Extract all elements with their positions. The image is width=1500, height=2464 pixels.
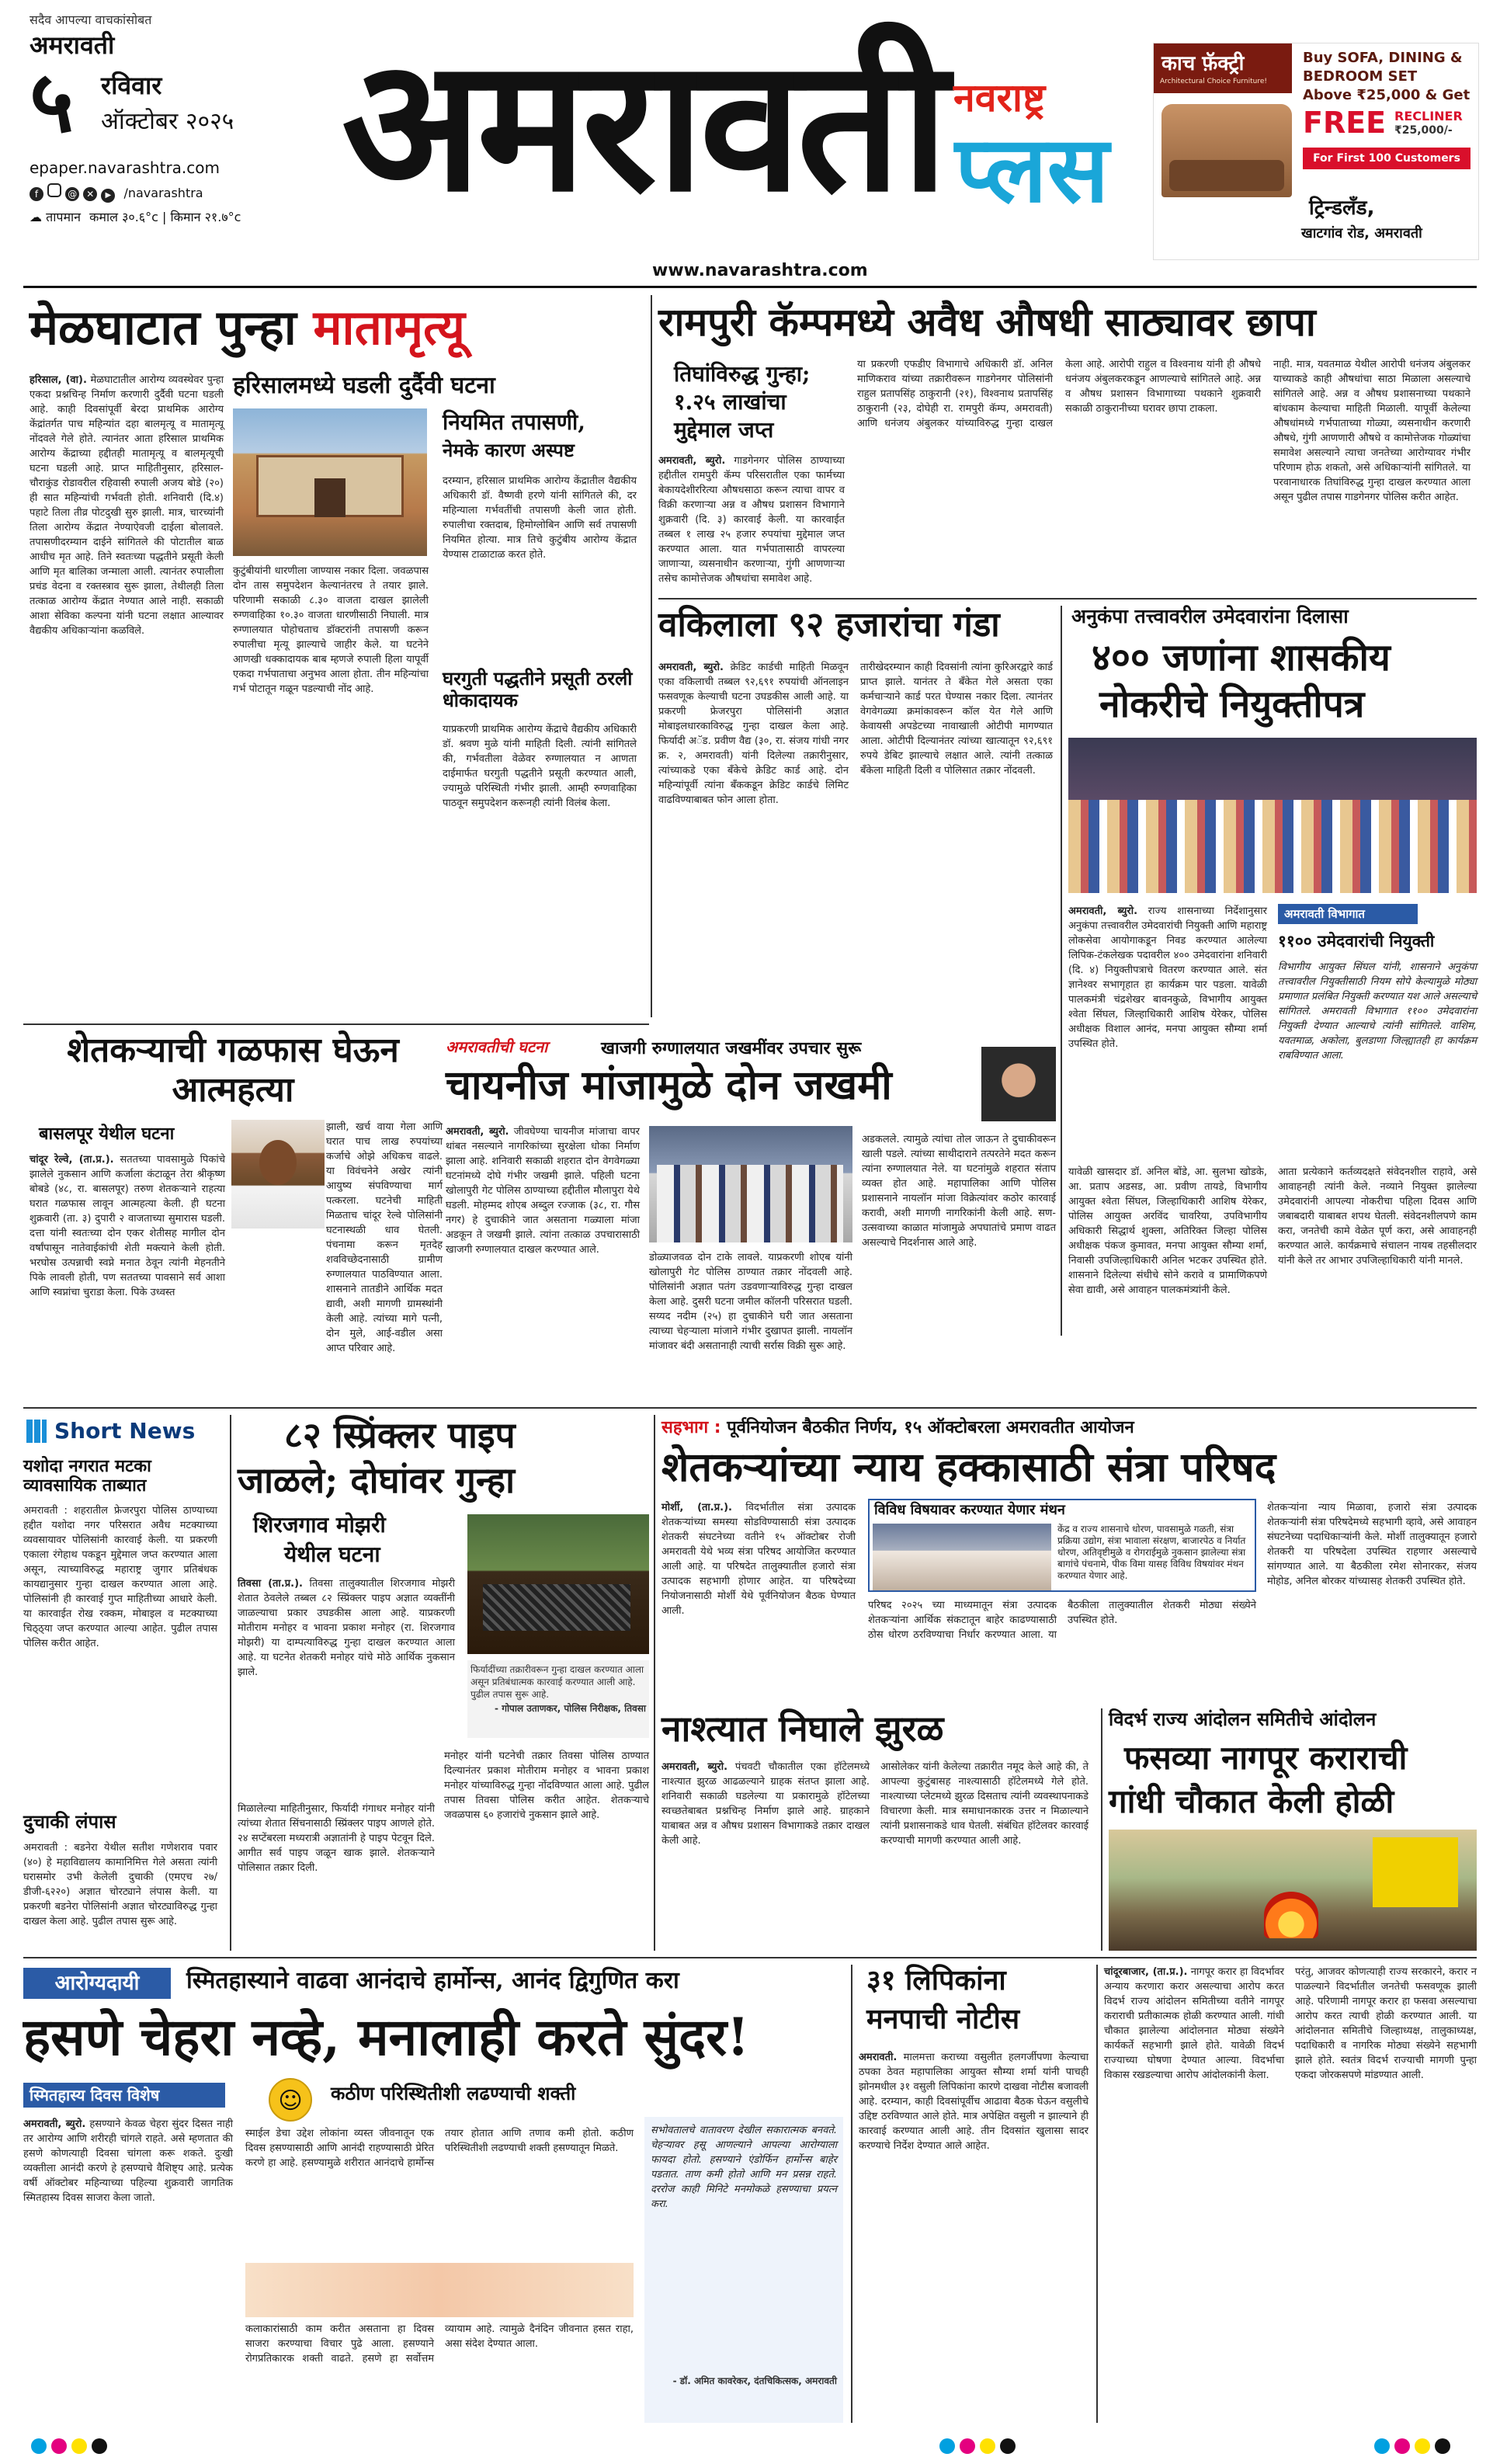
short-news-h1: यशोदा नगरात मटका व्यावसायिक ताब्यात (23, 1456, 151, 1496)
anukampa-box-head: ११०० उमेदवारांची नियुक्ती (1278, 931, 1435, 950)
melghat-body4: याप्रकरणी प्राथमिक आरोग्य केंद्राचे वैद्यकीय अधिकारी डॉ. श्रवण मुळे यांनी माहिती दिली. त्यांनी सांगितले की, गर्भवतीला वेळेवर रुग्णालयात न आणता दाईमार्फत घरगुती पद्धतीने प्रसूती करण्यात आली, ज्यामुळे परिस्थिती गंभीर झाली. आम्ही रुग्णवाहिका पाठवून समुपदेशन करूनही त्यांनी विलंब केला. (443, 724, 637, 809)
ad-store-address: खाटगांव रोड, अमरावती (1301, 225, 1422, 242)
sprinkler-headline2: जाळले; दोघांवर गुन्हा (238, 1459, 516, 1501)
manja-body2: डोळ्याजवळ दोन टाके लावले. याप्रकरणी शोएब यांनी खोलापुरी गेट पोलिस ठाण्यात तक्रार नोंदवली आहे. पोलिसांनी अज्ञात पतंग उडवणाऱ्याविरुद्ध गुन्हा दाखल केला आहे. दुसरी घटना जमील कॉलनी परिसरात घडली. सय्यद नदीम (२५) हा दुचाकीने घरी जात असताना त्याच्या चेहऱ्याला मांजाने गंभीर दुखापत झाली. नायलॉन मांजावर बंदी असतानाही त्याची सर्रास विक्री सुरू आहे. (649, 1252, 852, 1352)
anukampa-dateline: अमरावती, ब्युरो. (1068, 905, 1138, 917)
sprinkler-caption: फिर्यादींच्या तक्रारीवरून गुन्हा दाखल करण्यात आला असून प्रतिबंधात्मक कारवाई करण्यात आली आहे. पुढील तपास सुरू आहे. (470, 1664, 644, 1700)
anukampa-body-col3 (1068, 1165, 1267, 1398)
article-nagpur-pact-body (1104, 1965, 1477, 2423)
farmer-dateline: चांदूर रेल्वे, (ता.प्र.). (30, 1154, 114, 1166)
masthead-date: ऑक्टोबर २०२५ (101, 108, 234, 135)
ad-line1: Buy SOFA, DINING & (1303, 50, 1463, 66)
col-divider-5 (1101, 1708, 1102, 1951)
anukampa-box-label: अमरावती विभागात (1278, 904, 1418, 924)
sprinkler-body-col2 (238, 1802, 435, 1951)
rampuri-kicker1: तिघांविरुद्ध गुन्हा; (674, 361, 811, 387)
ad-first-customers: For First 100 Customers (1303, 148, 1470, 169)
manja-dateline: अमरावती, ब्युरो. (446, 1126, 509, 1138)
article-orange-council (661, 1415, 1477, 1702)
ad-sofa-seat (1169, 160, 1284, 191)
smile-quote-box (644, 2117, 843, 2423)
manja-kicker-label: अमरावतीची घटना (446, 1037, 548, 1056)
orange-body1: विदर्भातील संत्रा उत्पादक शेतकऱ्यांच्या समस्या सोडविण्यासाठी संत्रा उत्पादक शेतकरी संघटनेच्या वतीने १५ ऑक्टोबर रोजी अमरावती येथे भव्य संत्रा परिषद आयोजित करण्यात आली आहे. या परिषदेत तालुक्यातील हजारो संत्रा उत्पादक सहभागी होणार आहेत. या परिषदेच्या नियोजनासाठी मोर्शी येथे पूर्वनियोजन बैठक घेण्यात आली. (661, 1502, 856, 1617)
anukampa-headline1: अनुकंपा तत्त्वावरील उमेदवारांना दिलासा (1071, 605, 1349, 627)
magenta-mark-3 (1394, 2438, 1410, 2454)
x-icon[interactable]: ✕ (83, 187, 97, 201)
cyan-mark-3 (1374, 2438, 1390, 2454)
lower-rule (23, 1957, 1477, 1958)
nagpur-photo-banner (1373, 1837, 1458, 1907)
sprinkler-caption-box (467, 1660, 649, 1738)
rampuri-body3: नाही. मात्र, यवतमाळ येथील आरोपी धनंजय अंबुलकर याच्याकडे काही औषधांचा साठा मिळाला असल्याचे सांगितले आहे. अन्न व औषध प्रशासनाच्या पथकाने बांधकाम केल्याचा माहिती मिळाली. यापूर्वी केलेल्या औषधांमध्ये गर्भपाताच्या गोळ्या, व्यसनाधीन करणारी औषधे, गुंगी आणणारी औषधे व कामोत्तेजक गोळ्यांचा समावेश असल्याने त्याचा जनतेच्या आरोग्यावर गंभीर परिणाम होऊ शकतो, असे अधिकाऱ्यांनी सांगितले. या परवानाधारक तिघांविरुद्ध गुन्हा दाखल करण्यात आला असून पुढील तपास गाडगेनगर पोलिस करीत आहेत. (1273, 359, 1470, 503)
col-divider-2 (1061, 606, 1062, 1336)
farmer-photo-face (259, 1140, 297, 1185)
rampuri-body1: गाडगेनगर पोलिस ठाण्याच्या हद्दीतील रामपुरी कॅम्प परिसरातील एका फार्मच्या बेकायदेशीररित्या औषधसाठा करून त्याचा वापर व विक्री करणाऱ्या अन्न व औषध प्रशासन विभागाने शुक्रवारी (दि. ३) कारवाई केली. या कारवाईत तब्बल १ लाख २५ हजार रुपयांचा मुद्देमाल जप्त करण्यात आला. यात गर्भपातासाठी वापरल्या जाणाऱ्या, व्यसनाधीन करणाऱ्या, गुंगी आणणाऱ्या तसेच कामोत्तेजक औषधांचा समावेश आहे. (658, 455, 845, 585)
melghat-headline-part2: मातामृत्यू (313, 299, 466, 356)
melghat-subhead: हरिसालमध्ये घडली दुर्दैवी घटना (233, 372, 495, 399)
nagpur-body-col1 (1104, 1965, 1284, 2423)
nagpur-body2: परंतु, आजवर कोणत्याही राज्य सरकारने, करार न पाळल्याने विदर्भातील जनतेची फसवणूक झाली आहे. परिणामी नागपूर करार हा फसवा असल्याचा आरोप करत त्याची होळी करण्यात आली. या आंदोलनात समितीचे जिल्हाध्यक्ष, तालुकाध्यक्ष, पदाधिकारी व नागरिक मोठ्या संख्येने सहभागी झाले होते. स्वतंत्र विदर्भ राज्याची मागणी पुन्हा एकदा जोरकसपणे मांडण्यात आली. (1295, 1966, 1477, 2081)
anukampa-headline2: ४०० जणांना शासकीय (1092, 636, 1391, 679)
melghat-body1: मेळघाटातील आरोग्य व्यवस्थेवर पुन्हा एकदा प्रश्नचिन्ह निर्माण करणारी दुर्दैवी घटना घडली आहे. काही दिवसांपूर्वी बेरदा प्राथमिक आरोग्य केंद्रांतर्गत पाच महिन्यांत दहा बालमृत्यू व मातामृत्यू नोंदवले गेले होते. त्यानंतर आता हरिसाल प्राथमिक आरोग्य केंद्राच्या हद्दीतही मातामृत्यू व बालमृत्यूची घटना घडली आहे. प्राप्त माहितीनुसार, हरिसाल-चौराकुंड रोडावरील रहिवासी रुपाली अजय बोडे (२०) ही सात महिन्यांची गर्भवती होती. शनिवारी (दि.४) पहाटे तिला तीव्र पोटदुखी सुरु झाली. मात्र, चारच्यांनी तिला आरोग्य केंद्रात नेण्याऐवजी दाईला बोलावले. तपासणीदरम्यान दाईने सांगितले की पोटातील बाळ आधीच मृत आहे. तिने स्वतःच्या पद्धतीने प्रसूती केली आणि मृत बालिका जन्माला आली. त्यानंतर रुपालीला प्रचंड वेदना व रक्तस्त्राव सुरू झाला, तेथीलही तिला तत्काळ आरोग्य केंद्रात नेण्यात आले नाही. सकाळी आशा सेविका कल्पना यांनी घटना लक्षात आल्यावर वैद्यकीय अधिकाऱ्यांना कळविले. (30, 374, 224, 637)
sprinkler-body3: मनोहर यांनी घटनेची तक्रार तिवसा पोलिस ठाण्यात दिल्यानंतर प्रकाश मोतीराम मनोहर व भावना प्रकाश मनोहर यांच्याविरुद्ध गुन्हा नोंदविण्यात आला आहे. पुढील तपास तिवसा पोलिस करीत आहेत. शेतकऱ्याचे जवळपास ६० हजारांचे नुकसान झाले आहे. (444, 1750, 649, 1821)
youtube-icon[interactable]: ▶ (101, 189, 115, 203)
orange-body3: शेतकऱ्यांना न्याय मिळावा, हजारो संत्रा उत्पादक शेतकऱ्यांनी संत्रा परिषदेमध्ये सहभागी व्हावे, असे आवाहन संघटनेच्या पदाधिकाऱ्यांनी केले. मोर्शी तालुक्यातून हजारो शेतकरी या परिषदेला उपस्थित राहणार असल्याचे सांगण्यात आले. या बैठकीला रमेश सोनारकर, संजय मोहोड, अनिल बोरकर यांच्यासह शेतकरी उपस्थित होते. (1267, 1502, 1477, 1587)
article-clerks-notice (859, 1965, 1092, 2423)
melghat-headline (30, 300, 465, 355)
farmer-headline: शेतकऱ्याची गळफास घेऊन आत्महत्या (67, 1030, 399, 1110)
yellow-mark (71, 2438, 87, 2454)
cockroach-body2: आसोलेकर यांनी केलेल्या तक्रारीत नमूद केले आहे की, ते आपल्या कुटुंबासह नाश्त्यासाठी हॉटेलमध्ये गेले होते. नाश्त्याच्या प्लेटमध्ये झुरळ दिसताच त्यांनी व्यवस्थापनाकडे विचारणा केली. मात्र समाधानकारक उत्तर न मिळाल्याने त्यांनी प्रशासनाकडे धाव घेतली. संबंधित हॉटेलवर कारवाई करण्याची मागणी करण्यात आली आहे. (880, 1761, 1089, 1847)
sprinkler-photo (467, 1514, 649, 1654)
melghat-dateline: हरिसाल, (वा). (30, 374, 87, 386)
nagpur-kicker: विदर्भ राज्य आंदोलन समितीचे आंदोलन (1109, 1708, 1377, 1730)
registration-marks-right (1374, 2438, 1455, 2457)
clerks-body (859, 2050, 1089, 2423)
cockroach-body-col2 (880, 1760, 1089, 1951)
melghat-headline-part1: मेळघाटात पुन्हा (30, 299, 297, 356)
melghat-body-col2 (233, 564, 429, 999)
threads-icon[interactable]: @ (65, 187, 79, 201)
melghat-photo (233, 408, 427, 556)
masthead-tagline: सदैव आपल्या वाचकांसोबत (30, 12, 152, 27)
anukampa-headline3: नोकरीचे नियुक्तीपत्र (1099, 683, 1365, 726)
orange-body2: परिषद २०२५ च्या माध्यमातून संत्रा उत्पादक शेतकऱ्यांना आर्थिक संकटातून बाहेर काढण्यासाठी ठोस धोरण ठरविण्याचा निर्धार करण्यात आला. या बैठकीला तालुक्यातील शेतकरी मोठ्या संख्येने उपस्थित होते. (868, 1600, 1256, 1641)
rampuri-body-col1 (658, 454, 845, 586)
instagram-icon[interactable] (47, 183, 61, 197)
sprinkler-body1: तिवसा तालुक्यातील शिरजगाव मोझरी शेतात ठेवलेले तब्बल ८२ स्प्रिंक्लर पाइप अज्ञात व्यक्तींनी जाळल्याचा प्रकार उघडकीस आला आहे. याप्रकरणी मोतीराम मनोहर व भावना प्रकाश मनोहर (रा. शिरजगाव मोझरी) या दाम्पत्याविरुद्ध गुन्हा दाखल करण्यात आला आहे. या घटनेत शेतकरी मनोहर यांचे मोठे आर्थिक नुकसान झाले. (238, 1578, 455, 1678)
masthead-brand-navarashtra: नवराष्ट्र (953, 75, 1046, 120)
melghat-kicker2: नेमके कारण अस्पष्ट (443, 439, 575, 461)
ad-logo-box (1154, 43, 1292, 93)
orange-headline: शेतकऱ्यांच्या न्याय हक्कासाठी संत्रा परिषद (661, 1444, 1276, 1491)
anukampa-photo-stage (1068, 800, 1477, 893)
sprinkler-caption-credit: - गोपाल उताणकर, पोलिस निरीक्षक, तिवसा (495, 1703, 646, 1714)
article-smile (23, 1965, 846, 2423)
ad-store: ट्रिन्डलँड, (1309, 196, 1375, 220)
sprinkler-subhead2: येथील घटना (284, 1541, 380, 1567)
col-divider-7 (1096, 1965, 1098, 2423)
yellow-mark-2 (980, 2438, 995, 2454)
farmer-body-col1 (30, 1152, 225, 1404)
farmer-body1: सततच्या पावसामुळे पिकांचे झालेले नुकसान आणि कर्जाला कंटाळून तेरा श्रीकृष्ण बोबडे (४८, रा. बासलपूर) तरुण शेतकऱ्याने राहत्या घरात गळफास लावून आत्महत्या केली. ही घटना शुक्रवारी (ता. ३) दुपारी २ वाजताच्या सुमारास घडली. दत्ता यांनी स्वतःच्या दोन एकर शेतीसह मागील दोन वर्षांपासून नातेवाईकांची शेती मक्त्याने केली होती. भरघोस उत्पन्नाची स्वप्ने मनात ठेवून त्यांनी मेहनतीने पिके लावली होती, पण सततच्या पावसाने सर्व आशा आणि स्वप्नांचा चुराडा केला. पिके उध्वस्त (30, 1154, 225, 1298)
masthead-weekday: रविवार (101, 71, 162, 100)
sprinkler-body-col3 (444, 1749, 649, 1951)
weather-label: तापमान (46, 210, 82, 224)
col-divider-1 (651, 295, 652, 1017)
sprinkler-dateline: तिवसा (ता.प्र.). (238, 1578, 303, 1590)
masthead-weather (30, 208, 241, 225)
social-handle[interactable]: /navarashtra (123, 186, 203, 200)
orange-box-head: विविध विषयावर करण्यात येणार मंथन (870, 1500, 1255, 1520)
black-mark (92, 2438, 107, 2454)
weather-values: कमाल ३०.६°c | किमान २१.७°c (89, 210, 241, 224)
melghat-body-col3-bottom (443, 722, 637, 999)
smile-quote: सभोवतालचे वातावरण देखील सकारात्मक बनवते. चेहऱ्यावर हसू आणल्याने आपल्या आरोग्याला फायदा होतो. हसण्याने एंडोर्फिन हार्मोन्स बाहेर पडतात. ताण कमी होतो आणि मन प्रसन्न राहते. दररोज काही मिनिटे मनमोकळे हसण्याचा प्रयत्न करा. (651, 2125, 837, 2210)
clerks-headline2: मनपाची नोटीस (866, 2003, 1020, 2035)
smile-emoji-icon: ☺ (269, 2078, 312, 2122)
article-nagpur-pact (1109, 1708, 1477, 1951)
lawyer-body-col1 (658, 660, 849, 1017)
magenta-mark (51, 2438, 67, 2454)
orange-photo (873, 1524, 1051, 1590)
lawyer-body1: क्रेडिट कार्डची माहिती मिळवून एका वकिलाची तब्बल ९२,६९१ रुपयांची ऑनलाइन फसवणूक केल्याची घटना उघडकीस आली आहे. या प्रकरणी फ्रेजरपुरा पोलिसांनी अज्ञात मोबाइलधारकाविरुद्ध गुन्हा दाखल केला आहे. फिर्यादी अॅड. प्रवीण वैद्य (३०, रा. संजय गांधी नगर क्र. २, अमरावती) यांनी दिलेल्या तक्रारीनुसार, त्यांच्याकडे एका बँकेचे क्रेडिट कार्ड आहे. दोन महिन्यांपूर्वी त्यांना बँककडून क्रेडिट कार्डचे लिमिट वाढविण्याबाबत फोन आला होता. (658, 662, 849, 806)
smile-dateline: अमरावती, ब्युरो. (23, 2118, 86, 2130)
cockroach-dateline: अमरावती, ब्युरो. (661, 1761, 728, 1773)
melghat-body-col3-top (443, 474, 637, 668)
masthead-brand-plus: प्लस (955, 115, 1109, 223)
weather-icon: ☁ (30, 210, 42, 224)
cockroach-body1: पंचवटी चौकातील एका हॉटेलमध्ये नाश्त्यात झुरळ आढळल्याने ग्राहक संतप्त झाला आहे. शनिवारी सकाळी घडलेल्या या प्रकारामुळे हॉटेलच्या स्वच्छतेबाबत प्रश्नचिन्ह निर्माण झाले आहे. ग्राहकाने याबाबत अन्न व औषध प्रशासन विभागाकडे तक्रार दाखल केली आहे. (661, 1761, 870, 1847)
masthead-city: अमरावती (30, 30, 115, 60)
article-lawyer-fraud (658, 606, 1054, 1017)
anukampa-body4: आता प्रत्येकाने कर्तव्यदक्षते संवेदनशील राहावे, असे आवाहनही त्यांनी केले. नव्याने नियुक्त झालेल्या उमेदवारांनी आपल्या नोकरीचा पहिला दिवस आणि जबाबदारी याबाबत शपथ घेतली. संवेदनशीलपणे काम करा, जनतेची कामे वेळेत पूर्ण करा, असे आवाहनही करण्यात आले. कार्यक्रमाचे संचालन नायब तहसीलदार यांनी केले तर आभार उपजिल्हाधिकारी यांनी मानले. (1278, 1166, 1477, 1267)
masthead-rule (23, 286, 1477, 288)
manja-photo-people (657, 1165, 843, 1242)
manja-body-col1 (446, 1124, 640, 1404)
orange-topics-box (868, 1499, 1256, 1592)
smile-sub: कठीण परिस्थितीशी लढण्याची शक्ती (331, 2082, 576, 2104)
cyan-mark (31, 2438, 47, 2454)
manja-body3: अडकलले. त्यामुळे त्यांचा तोल जाऊन ते दुचाकीवरून खाली पडले. त्यांच्या साथीदाराने तत्परतेने मदत करून त्यांना रुग्णालयात नेले. या घटनांमुळे शहरात संताप व्यक्त होत आहे. महापालिका आणि पोलिस प्रशासनाने नायलॉन मांजा विक्रेत्यांवर कठोर कारवाई करावी, अशी मागणी नागरिकांनी केली आहे. सण-उत्सवाच्या काळात मांजामुळे अपघातांचे प्रमाण वाढत असल्याचे निदर्शनास आले आहे. (862, 1134, 1056, 1249)
orange-kicker-text: पूर्वनियोजन बैठकीत निर्णय, १५ ऑक्टोबरला अमरावतीत आयोजन (727, 1418, 1134, 1437)
ad-recliner: RECLINER (1394, 109, 1463, 123)
sprinkler-photo-ash (483, 1584, 630, 1631)
col-divider-4 (654, 1415, 655, 1951)
magenta-mark-2 (960, 2438, 975, 2454)
article-chinese-manja (446, 1031, 1056, 1404)
mid-rule (23, 1407, 1477, 1409)
orange-kicker (661, 1415, 1134, 1438)
melghat-body-col1 (30, 373, 224, 994)
ad-worth: ₹25,000/- (1394, 124, 1453, 137)
cockroach-headline: नाश्त्यात निघाले झुरळ (661, 1708, 944, 1750)
yellow-mark-3 (1415, 2438, 1430, 2454)
nagpur-dateline: चांदूरबाजार, (ता.प्र.). (1104, 1966, 1188, 1978)
smile-body1: हसण्याने केवळ चेहरा सुंदर दिसत नाही तर आरोग्य आणि शरीरही चांगले राहते. असे म्हणतात की हसणे कोणत्याही दिवसा चांगला करू शकते. दुःखी व्यक्तीला आनंदी करणे हे हसण्याचे वैशिष्ट्य आहे. प्रत्येक वर्षी ऑक्टोबर महिन्याच्या पहिल्या शुक्रवारी जागतिक स्मितहास्य दिवस साजरा केला जातो. (23, 2118, 233, 2204)
short-news-header (23, 1415, 210, 1447)
lawyer-headline: वकिलाला ९२ हजारांचा गंडा (658, 605, 1000, 645)
ad-line3: Above ₹25,000 & Get (1303, 87, 1470, 103)
short-news-label: Short News (54, 1418, 196, 1444)
manja-photo-group (649, 1126, 852, 1242)
masthead-social-icons (30, 183, 203, 203)
manja-body-col2 (649, 1250, 852, 1404)
short-news-h2: दुचाकी लंपास (23, 1810, 116, 1833)
orange-body-col2 (868, 1598, 1256, 1702)
ad-free: FREE (1303, 106, 1387, 140)
farmer-body-col2 (326, 1120, 443, 1354)
anukampa-photo (1068, 738, 1477, 893)
ad-line2: BEDROOM SET (1303, 68, 1418, 85)
orange-body-col1 (661, 1500, 856, 1702)
short-news (23, 1415, 225, 1951)
black-mark-2 (1000, 2438, 1016, 2454)
melghat-body3: दरम्यान, हरिसाल प्राथमिक आरोग्य केंद्रातील वैद्यकीय अधिकारी डॉ. वैष्णवी हरणे यांनी सांगितले की, दर महिन्याला गर्भवतींची तपासणी केली जात होती. रुपालीचा रक्तदाब, हिमोग्लोबिन आणि सर्व तपासणी नियमित होत्या. मात्र तिचे कुटुंबीय आरोग्य केंद्रात येण्यास टाळाटाळ करत होते. (443, 475, 637, 561)
article-rampuri (658, 295, 1477, 598)
nagpur-photo-fire (1264, 1892, 1318, 1938)
orange-kicker-label: सहभाग : (661, 1418, 721, 1437)
smile-kicker: स्मितहास्याने वाढवा आनंदाचे हार्मोन्स, आनंद द्विगुणित करा (186, 1967, 679, 1994)
anukampa-body2: विभागीय आयुक्त सिंघल यांनी, शासनाने अनुकंपा तत्त्वावरील नियुक्तीसाठी नियम सोपे केल्यामुळे मोठ्या प्रमाणात प्रलंबित नियुक्ती करण्यात यश आले असल्याचे सांगितले. अमरावती विभागात ११०० उमेदवारांना नियुक्ती देण्यात आल्याचे त्यांनी सांगितले. वाशिम, यवतमाळ, अकोला, बुलडाणा जिल्ह्यातही हा कार्यक्रम राबविण्यात आला. (1278, 961, 1477, 1062)
ad-brand: काच फ़ॅक्ट्री (1161, 52, 1245, 75)
farmer-subhead: बासलपूर येथील घटना (39, 1124, 175, 1144)
registration-marks-center (939, 2438, 1020, 2457)
smile-body2: स्माईल डेचा उद्देश लोकांना व्यस्त जीवनातून एक दिवस हसण्यासाठी आणि आनंदी राहण्यासाठी प्रेरित करणे हा आहे. हसण्यामुळे शरीरात आनंदाचे हार्मोन्स तयार होतात आणि तणाव कमी होतो. कठीण परिस्थितीशी लढण्याची शक्ती हसण्यातून मिळते. (245, 2128, 634, 2169)
smile-quote-credit: - डॉ. अमित कावरेकर, दंतचिकित्सक, अमरावती (672, 2375, 837, 2386)
col-divider-3 (230, 1415, 231, 1951)
melghat-body2: कुटुंबीयांनी धारणीला जाण्यास नकार दिला. जवळपास दोन तास समुपदेशन केल्यानंतरच ते तयार झाले. परिणामी सकाळी ८.३० वाजता दाखल झालेली रुग्णवाहिका १०.३० वाजता धारणीसाठी निघाली. मात्र रुग्णालयात पोहोचताच डॉक्टरांनी तपासणी करून रुपालीचा मृत्यू झाल्याचे जाहीर केले. या घटनेने आणखी धक्कादायक बाब म्हणजे रुपाली हिला यापूर्वी एकदा गर्भपाताचा अनुभव आला होता. तीन महिन्यांचा गर्भ पोटातून गळून पडल्याची नोंद आहे. (233, 565, 429, 695)
article-melghat (23, 295, 644, 1033)
manja-kicker2: खाजगी रुग्णालयात जखमींवर उपचार सुरू (601, 1039, 862, 1058)
smile-body-col3 (245, 2322, 634, 2423)
rampuri-body2: या प्रकरणी एफडीए विभागाचे अधिकारी डॉ. अनिल माणिकराव यांच्या तक्रारीवरून गाडगेनगर पोलिसांनी राहुल प्रतापसिंह ठाकुरानी (२१), विश्वनाथ प्रतापसिंह ठाकुरानी (२३, दोघेही रा. रामपुरी कॅम्प, अमरावती) आणि धनंजय अंबुलकर यांच्याविरुद्ध गुन्हा दाखल केला आहे. आरोपी राहुल व विश्वनाथ यांनी ही औषधे धनंजय अंबुलकरकडून आणल्याचे सांगितले आहे. अन्न व औषध प्रशासन विभागाच्या पथकाने शुक्रवारी सकाळी ठाकुरानीच्या घरावर छापा टाकला. (857, 359, 1261, 429)
rampuri-dateline: अमरावती, ब्युरो. (658, 455, 726, 467)
clerks-body1: मालमत्ता कराच्या वसुलीत हलगर्जीपणा केल्याचा ठपका ठेवत महापालिका आयुक्त सौम्या शर्मा यांनी पाचही झोनमधील ३१ वसुली लिपिकांना कारणे दाखवा नोटीस बजावली आहे. दरम्यान, काही दिवसांपूर्वीच आढावा बैठक घेऊन वसुलीचे उद्दिष्ट ठरविण्यात आले होते. मात्र अपेक्षित वसुली न झाल्याने ही कारवाई करण्यात आली आहे. तीन दिवसांत खुलासा सादर करण्याचे निर्देश देण्यात आले आहेत. (859, 2052, 1089, 2152)
orange-box-body: केंद्र व राज्य शासनाचे धोरण, पावसामुळे गळती, संत्रा प्रक्रिया उद्योग, संत्रा भावाला संरक्षण, बाजारपेठ व निर्यात धोरण, अतिवृष्टीमुळे व रोगराईमुळे नुकसान झालेल्या संत्रा बागांचे पंचनामे, पीक विमा यासह विविध विषयांवर मंथन करण्यात येणार आहे. (1057, 1524, 1246, 1581)
smile-body-col1 (23, 2117, 233, 2423)
facebook-icon[interactable]: f (30, 187, 43, 201)
smile-photo (245, 2263, 634, 2317)
col-divider-6 (851, 1965, 852, 2423)
masthead-website[interactable]: www.navarashtra.com (652, 261, 868, 280)
article-sprinkler (238, 1415, 649, 1951)
photo-gate (314, 478, 345, 517)
cyan-mark-2 (939, 2438, 955, 2454)
orange-dateline: मोर्शी, (ता.प्र.). (661, 1502, 732, 1514)
manja-body-col3 (862, 1132, 1056, 1404)
article-cockroach (661, 1708, 1096, 1951)
short-news-icon (26, 1420, 47, 1443)
advertisement[interactable] (1153, 43, 1479, 260)
melghat-kicker1: नियमित तपासणी, (443, 409, 586, 435)
rampuri-body-col3 (1273, 357, 1470, 586)
farmer-photo (231, 1120, 325, 1229)
registration-marks-left (31, 2438, 112, 2457)
short-news-b2: अमरावती : बडनेरा येथील सतीश गणेशराव पवार (४०) हे महाविद्यालय कामानिमित्त गेले असता त्यांनी घरासमोर उभी केलेली दुचाकी (एमएच २७/डीजी-६२२०) अज्ञात चोरट्याने लंपास केली. या प्रकरणी बडनेरा पोलिसांनी अज्ञात चोरट्याविरुद्ध गुन्हा दाखल केला आहे. पुढील तपास सुरू आहे. (23, 1842, 217, 1927)
rampuri-body-col2 (857, 357, 1261, 586)
clerks-dateline: अमरावती. (859, 2052, 898, 2063)
anukampa-box-body (1278, 960, 1477, 1154)
anukampa-body1: राज्य शासनाच्या निर्देशानुसार अनुकंपा तत्त्वावरील उमेदवारांची नियुक्ती आणि महाराष्ट्र लोकसेवा आयोगाकडून निवड करण्यात आलेल्या लिपिक-टंकलेखक पदावरील ४०० उमेदवारांना शनिवारी (दि. ४) नियुक्तीपत्राचे वितरण करण्यात आले. संत ज्ञानेश्वर सभागृहात हा कार्यक्रम पार पडला. यावेळी पालकमंत्री चंद्रशेखर बावनकुळे, विभागीय आयुक्त श्वेता सिंघल, जिल्हाधिकारी आशिष येरेकर, पोलिस अधीक्षक विशाल आनंद, मनपा आयुक्त सौम्या शर्मा उपस्थित होते. (1068, 905, 1267, 1050)
farmer-body2: झाली, खर्च वाया गेला आणि घरात पाच लाख रुपयांच्या कर्जाचे ओझे अधिकच वाढले. या विवंचनेने अखेर त्यांनी आयुष्य संपविण्याचा मार्ग पत्करला. घटनेची माहिती मिळताच चांदूर रेल्वे पोलिसांनी घटनास्थळी धाव घेतली. पंचनामा करून मृतदेह शवविच्छेदनासाठी ग्रामीण रुग्णालयात पाठविण्यात आला. शासनाने तातडीने आर्थिक मदत द्यावी, अशी मागणी ग्रामस्थांनी केली आहे. त्यांच्या मागे पत्नी, दोन मुले, आई-वडील असा आप्त परिवार आहे. (326, 1121, 443, 1354)
orange-body-col3 (1267, 1500, 1477, 1702)
sprinkler-subhead1: शिरजगाव मोझरी (253, 1512, 386, 1538)
lawyer-body2: तारीखेदरम्यान काही दिवसांनी त्यांना कुरिअरद्वारे कार्ड प्राप्त झाले. यानंतर ते बँकेत गेले असता एका कर्मचाऱ्याने कार्ड परत घेण्यास नकार दिला. त्यानंतर वेगवेगळ्या क्रमांकावरून कॉल येत गेले आणि केवायसी अपडेटच्या नावाखाली ओटीपी मागण्यात आला. ओटीपी दिल्यानंतर त्यांच्या खात्यातून ९२,६९१ रुपये डेबिट झाल्याचे लक्षात आले. त्यांनी तत्काळ बँकेला माहिती दिली व पोलिसात तक्रार नोंदवली. (860, 662, 1053, 777)
masthead-title: अमरावती (342, 16, 944, 232)
clerks-headline1: ३१ लिपिकांना (866, 1964, 1006, 1997)
anukampa-body-col4 (1278, 1165, 1477, 1398)
melghat-side-head: घरगुती पद्धतीने प्रसूती ठरली धोकादायक (443, 667, 633, 711)
sprinkler-body-col1 (238, 1576, 455, 1798)
masthead-epaper-url[interactable]: epaper.navarashtra.com (30, 158, 220, 177)
smile-body-col2 (245, 2126, 634, 2255)
smile-label: आरोग्यदायी (23, 1968, 171, 1999)
anukampa-box (1278, 904, 1477, 1160)
farmer-top-rule (23, 1023, 649, 1025)
nagpur-body-col2 (1295, 1965, 1477, 2423)
smile-body3: कलाकारांसाठी काम करीत असताना हा दिवस साजरा करण्याचा विचार पुढे आला. हसण्याने रोगप्रतिकारक शक्ती वाढते. हसणे हा सर्वोत्तम व्यायाम आहे. त्यामुळे दैनंदिन जीवनात हसत राहा, असा संदेश देण्यात आला. (245, 2323, 634, 2365)
anukampa-body3: यावेळी खासदार डॉ. अनिल बोंडे, आ. सुलभा खोडके, आ. प्रताप अडसड, आ. प्रवीण तायडे, विभागीय आयुक्त श्वेता सिंघल, जिल्हाधिकारी आशिष येरेकर, पोलिस आयुक्त अरविंद चावरिया, उपविभागीय अधिकारी सिद्धार्थ शुक्ला, अतिरिक्त जिल्हा पोलिस अधीक्षक पंकज कुमावत, मनपा आयुक्त सौम्या शर्मा, निवासी उपजिल्हाधिकारी अनिल भटकर उपस्थित होते. शासनाने दिलेल्या संधीचे सोने करावे व प्रामाणिकपणे सेवा द्यावी, असे आवाहन पालकमंत्र्यांनी केले. (1068, 1166, 1267, 1296)
smile-headline: हसणे चेहरा नव्हे, मनालाही करते सुंदर! (23, 2007, 750, 2067)
lawyer-body-col2 (860, 660, 1053, 1017)
rampuri-bottom-rule (658, 598, 1477, 599)
sprinkler-headline1: ८२ स्प्रिंक्लर पाइप (284, 1414, 516, 1456)
short-news-b1: अमरावती : शहरातील फ्रेजरपुरा पोलिस ठाण्याच्या हद्दीत यशोदा नगर परिसरात अवैध मटक्याच्या व्यवसायावर पोलिसांनी कारवाई केली. या प्रकरणी एकाला रंगेहाथ पकडून मुद्देमाल जप्त करण्यात आला असून, त्याच्याविरुद्ध महाराष्ट्र जुगार प्रतिबंधक कायद्यानुसार गुन्हा दाखल करण्यात आला आहे. पोलिसांनी ही कारवाई गुप्त माहितीच्या आधारे केली. या कारवाईत रोख रक्कम, मोबाइल व मटक्याच्या चिठ्ठ्या जप्त करण्यात आल्या आहेत. पुढील तपास पोलिस करीत आहेत. (23, 1505, 217, 1649)
smile-box: स्मितहास्य दिवस विशेष (23, 2083, 225, 2108)
nagpur-headline2: गांधी चौकात केली होळी (1109, 1782, 1394, 1820)
cockroach-body-col1 (661, 1760, 870, 1951)
rampuri-headline: रामपुरी कॅम्पमध्ये अवैध औषधी साठ्यावर छापा (658, 299, 1316, 345)
masthead-day-number: ५ (30, 51, 75, 151)
manja-body1: जीवघेण्या चायनीज मांजाचा वापर थांबत नसल्याने नागरिकांच्या सुरक्षेला धोका निर्माण झाला आहे. शनिवारी सकाळी शहरात दोन वेगवेगळ्या घटनांमध्ये दोघे गंभीर जखमी झाले. पहिली घटना खोलापुरी गेट पोलिस ठाण्याच्या हद्दीतील मौलापुरा येथे घडली. मोहम्मद शोएब अब्दुल रज्जाक (३८, रा. गौस नगर) हे दुचाकीने जात असताना गळ्याला मांजा अडकून ते जखमी झाले. त्यांना तत्काळ उपचारासाठी खाजगी रुग्णालयात दाखल करण्यात आले. (446, 1126, 640, 1256)
manja-photo-injured (981, 1047, 1056, 1121)
nagpur-headline1: फसव्या नागपूर कराराची (1124, 1739, 1408, 1777)
sprinkler-body2: मिळालेल्या माहितीनुसार, फिर्यादी गंगाधर मनोहर यांनी त्यांच्या शेतात सिंचनासाठी स्प्रिंक्लर पाइप आणले होते. २४ सप्टेंबरला मध्यरात्री अज्ञातांनी हे पाइप पेटवून दिले. आगीत सर्व पाइप जळून खाक झाले. शेतकऱ्याने पोलिसात तक्रार दिली. (238, 1803, 435, 1874)
nagpur-body1: नागपूर करार हा विदर्भावर अन्याय करणारा करार असल्याचा आरोप करत विदर्भ राज्य आंदोलन समितीच्या वतीने नागपूर कराराची प्रतीकात्मक होळी करण्यात आली. गांधी चौकात झालेल्या आंदोलनात मोठ्या संख्येने कार्यकर्ते सहभागी झाले होते. यावेळी विदर्भ राज्याच्या घोषणा देण्यात आल्या. विदर्भाचा विकास रखडल्याचा आरोप आंदोलकांनी केला. (1104, 1966, 1284, 2081)
manja-headline: चायनीज मांजामुळे दोन जखमी (446, 1062, 892, 1109)
masthead (0, 0, 1500, 283)
lawyer-dateline: अमरावती, ब्युरो. (658, 662, 724, 673)
black-mark-3 (1435, 2438, 1450, 2454)
rampuri-kicker3: मुद्देमाल जप्त (674, 417, 774, 443)
rampuri-kicker2: १.२५ लाखांचा (674, 389, 786, 415)
ad-brand-sub: Architectural Choice Furniture! (1160, 78, 1267, 85)
nagpur-photo (1109, 1830, 1477, 1951)
